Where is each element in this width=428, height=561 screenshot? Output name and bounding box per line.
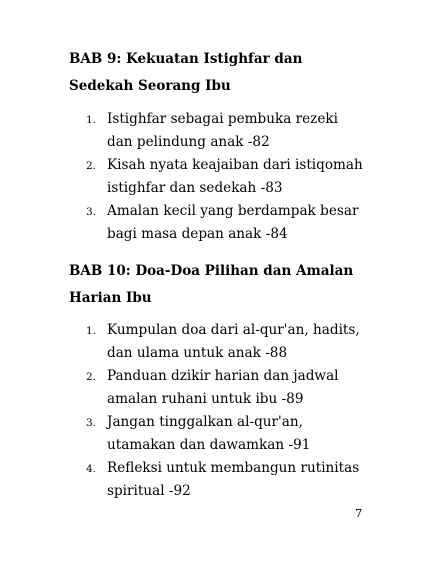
list-item-text: Kumpulan doa dari al-qur'an, hadits, dan ulama untuk anak -88 [107,322,360,361]
list-item-text: Panduan dzikir harian dan jadwal amalan ruhani untuk ibu -89 [107,368,339,407]
list-item-number: 2. [86,160,97,172]
page-number: 7 [355,506,363,520]
list-item-number: 2. [86,371,97,383]
list-item-number: 1. [86,325,97,337]
list-item [0,154,367,200]
chapter-10-list [0,319,367,503]
list-item [0,365,367,411]
list-item-number: 3. [86,417,97,429]
list-item [0,108,367,154]
list-item [0,319,367,365]
chapter-9-title: BAB 9: Kekuatan Istighfar dan Sedekah Seorang Ibu [69,51,303,94]
chapter-10-title: BAB 10: Doa-Doa Pilihan dan Amalan Harian Ibu [69,263,354,306]
list-item-number: 1. [86,114,97,126]
list-item-text: Refleksi untuk membangun rutinitas spiritual -92 [107,460,360,499]
list-item-text: Istighfar sebagai pembuka rezeki dan pelindung anak -82 [107,111,338,150]
list-item-text: Amalan kecil yang berdampak besar bagi masa depan anak -84 [107,203,359,242]
list-item-text: Kisah nyata keajaiban dari istiqomah istighfar dan sedekah -83 [107,157,363,196]
list-item-number: 4. [86,463,97,475]
list-item [0,411,367,457]
list-item-number: 3. [86,206,97,218]
list-item-text: Jangan tinggalkan al-qur'an, utamakan dan dawamkan -91 [107,414,311,453]
list-item [0,457,367,503]
chapter-9-list [0,108,367,246]
list-item [0,200,367,246]
